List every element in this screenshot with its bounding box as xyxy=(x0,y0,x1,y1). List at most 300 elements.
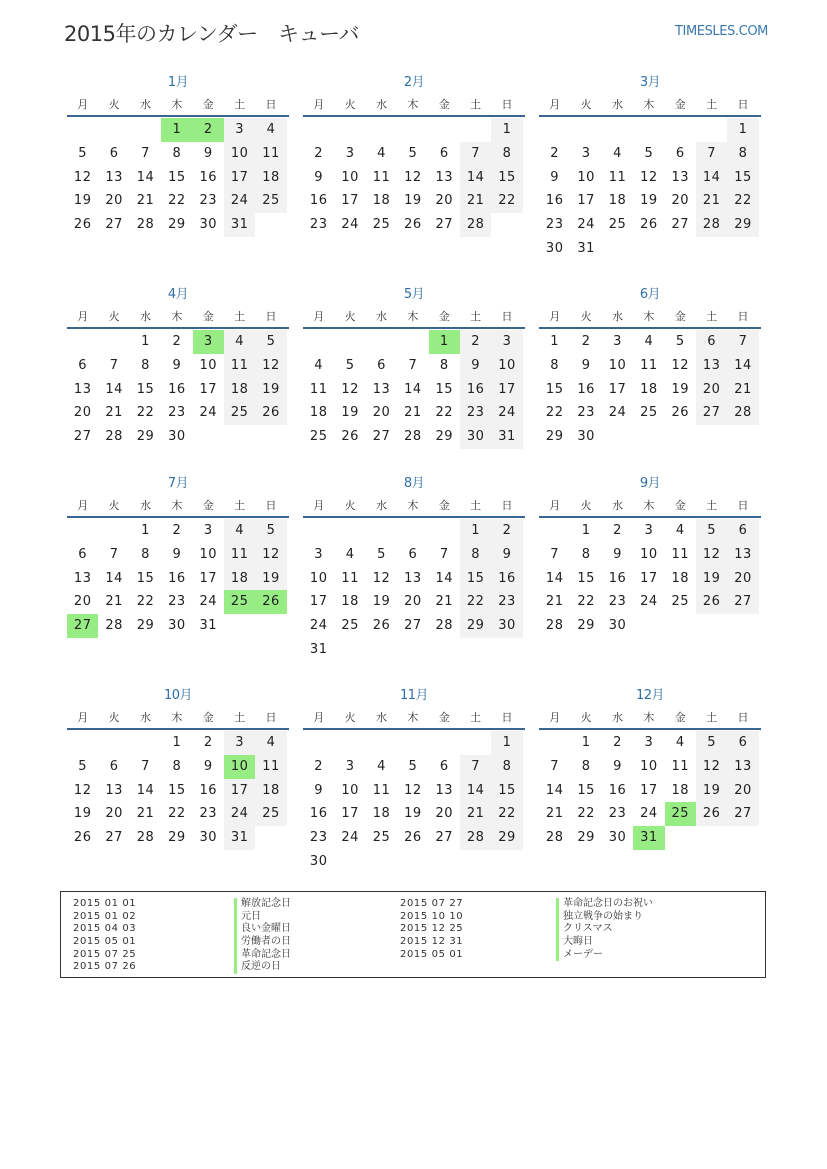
day-cell: 26 xyxy=(341,429,359,445)
day-cell: 27 xyxy=(435,217,454,233)
day-cell: 22 xyxy=(136,405,155,421)
day-cell: 10 xyxy=(199,546,218,562)
day-cell: 9 xyxy=(460,354,491,378)
day-cell: 30 xyxy=(577,429,595,445)
day-cell: 24 xyxy=(577,217,595,233)
day-cell: 9 xyxy=(203,145,213,161)
day-cell: 2 xyxy=(613,523,622,538)
legend-names-left xyxy=(234,898,291,974)
weekday-label: 金 xyxy=(438,711,450,724)
weekday-label: 金 xyxy=(438,98,450,111)
day-cell: 21 xyxy=(435,594,454,610)
day-cell: 1 xyxy=(581,523,591,538)
day-cell: 24 xyxy=(224,189,255,213)
day-cell: 29 xyxy=(577,830,595,846)
weekday-label: 金 xyxy=(202,310,214,323)
month-name: 6月 xyxy=(639,287,661,302)
weekday-label: 水 xyxy=(611,499,623,512)
day-cell: 14 xyxy=(136,782,155,798)
day-cell: 16 xyxy=(491,567,522,591)
legend-dates-left xyxy=(73,898,136,974)
day-cell: 5 xyxy=(78,758,88,774)
holiday-legend xyxy=(60,891,766,978)
day-cell: 14 xyxy=(105,570,123,586)
day-grid xyxy=(67,731,289,850)
holiday-day-cell: 25 xyxy=(224,590,255,614)
day-cell: 30 xyxy=(460,425,491,449)
day-cell: 5 xyxy=(675,334,685,349)
weekday-label: 土 xyxy=(706,310,718,323)
empty-cell xyxy=(429,519,460,543)
day-cell: 13 xyxy=(404,570,422,586)
weekday-label: 土 xyxy=(470,711,482,724)
empty-cell xyxy=(67,330,98,354)
day-cell: 1 xyxy=(581,735,591,750)
empty-cell xyxy=(366,731,397,755)
day-cell: 30 xyxy=(491,614,522,638)
day-cell: 20 xyxy=(73,594,92,610)
day-cell: 30 xyxy=(199,217,218,233)
day-grid xyxy=(303,519,525,662)
day-cell: 12 xyxy=(255,354,286,378)
weekday-label: 日 xyxy=(501,499,513,512)
day-cell: 12 xyxy=(255,543,286,567)
day-cell: 11 xyxy=(255,755,286,779)
day-cell: 28 xyxy=(460,826,491,850)
day-cell: 20 xyxy=(105,193,123,209)
day-cell: 6 xyxy=(109,758,119,774)
day-cell: 19 xyxy=(73,806,92,822)
day-cell: 10 xyxy=(224,142,255,166)
day-cell: 16 xyxy=(199,782,218,798)
day-cell: 16 xyxy=(309,193,328,209)
weekday-label: 水 xyxy=(375,711,387,724)
legend-holiday-name: 解放記念日 xyxy=(234,898,291,911)
legend-holiday-name: 反逆の日 xyxy=(234,961,291,974)
day-cell: 25 xyxy=(309,429,328,445)
day-cell: 28 xyxy=(545,618,564,634)
day-cell: 28 xyxy=(404,429,422,445)
day-cell: 22 xyxy=(491,802,522,826)
day-cell: 13 xyxy=(435,782,454,798)
day-cell: 18 xyxy=(640,381,658,397)
day-cell: 2 xyxy=(172,334,182,349)
day-cell: 14 xyxy=(136,169,155,185)
day-cell: 22 xyxy=(168,193,186,209)
day-grid xyxy=(303,118,525,237)
day-cell: 22 xyxy=(577,806,595,822)
month-3 xyxy=(539,71,761,261)
weekday-label: 水 xyxy=(139,98,151,111)
day-cell: 6 xyxy=(727,731,758,755)
empty-cell xyxy=(539,519,570,543)
day-cell: 29 xyxy=(577,618,595,634)
day-cell: 19 xyxy=(341,405,359,421)
day-cell: 17 xyxy=(224,166,255,190)
day-cell: 24 xyxy=(199,405,218,421)
weekday-label: 木 xyxy=(643,711,655,724)
day-cell: 29 xyxy=(168,830,186,846)
day-cell: 11 xyxy=(671,546,690,562)
weekday-label: 日 xyxy=(501,711,513,724)
day-cell: 31 xyxy=(224,213,255,237)
weekday-label: 月 xyxy=(313,98,325,111)
day-cell: 21 xyxy=(545,594,564,610)
weekday-label: 日 xyxy=(265,499,277,512)
day-cell: 1 xyxy=(460,519,491,543)
day-cell: 1 xyxy=(141,523,150,538)
day-cell: 30 xyxy=(199,830,218,846)
day-cell: 27 xyxy=(727,590,758,614)
day-cell: 19 xyxy=(255,378,286,402)
weekday-label: 土 xyxy=(234,98,246,111)
day-cell: 24 xyxy=(341,830,359,846)
day-cell: 26 xyxy=(671,405,690,421)
month-7 xyxy=(67,472,289,638)
day-cell: 22 xyxy=(435,405,454,421)
day-cell: 12 xyxy=(696,543,727,567)
day-cell: 12 xyxy=(372,570,391,586)
day-cell: 9 xyxy=(491,543,522,567)
day-cell: 27 xyxy=(105,217,123,233)
weekday-label: 木 xyxy=(171,310,183,323)
empty-cell xyxy=(67,731,98,755)
day-cell: 9 xyxy=(581,357,591,373)
legend-date: 2015 01 02 xyxy=(73,910,137,922)
empty-cell xyxy=(67,118,98,142)
day-cell: 27 xyxy=(404,618,422,634)
day-cell: 17 xyxy=(341,193,359,209)
holiday-day-cell: 3 xyxy=(193,330,224,354)
day-cell: 25 xyxy=(372,830,391,846)
month-name: 11月 xyxy=(399,688,429,703)
day-cell: 4 xyxy=(377,758,386,774)
day-cell: 9 xyxy=(613,546,622,562)
day-cell: 26 xyxy=(73,217,92,233)
day-cell: 30 xyxy=(545,240,564,256)
day-cell: 7 xyxy=(439,546,449,562)
day-cell: 7 xyxy=(141,145,150,161)
weekday-label: 月 xyxy=(77,98,89,111)
weekday-label: 水 xyxy=(139,310,151,323)
day-cell: 23 xyxy=(608,594,627,610)
day-cell: 31 xyxy=(199,618,218,634)
empty-cell xyxy=(460,118,491,142)
empty-cell xyxy=(334,330,365,354)
day-cell: 13 xyxy=(696,354,727,378)
day-cell: 23 xyxy=(545,217,564,233)
legend-holiday-name: 大晦日 xyxy=(556,936,653,949)
day-cell: 25 xyxy=(372,217,391,233)
day-cell: 7 xyxy=(109,546,119,562)
day-cell: 3 xyxy=(613,334,622,349)
holiday-day-cell: 2 xyxy=(193,118,224,142)
day-cell: 6 xyxy=(109,145,119,161)
month-name: 10月 xyxy=(163,688,193,703)
weekday-label: 水 xyxy=(139,711,151,724)
day-cell: 28 xyxy=(136,217,155,233)
day-grid xyxy=(539,731,761,850)
day-cell: 8 xyxy=(550,357,560,373)
day-cell: 3 xyxy=(491,330,522,354)
day-grid xyxy=(67,519,289,638)
day-cell: 5 xyxy=(255,519,286,543)
day-cell: 7 xyxy=(109,357,119,373)
day-cell: 24 xyxy=(491,401,522,425)
day-cell: 22 xyxy=(727,189,758,213)
day-cell: 24 xyxy=(309,618,328,634)
empty-cell xyxy=(366,118,397,142)
day-cell: 6 xyxy=(439,758,449,774)
day-cell: 5 xyxy=(345,357,355,373)
day-cell: 26 xyxy=(696,590,727,614)
day-cell: 30 xyxy=(168,429,186,445)
day-cell: 7 xyxy=(141,758,150,774)
day-cell: 23 xyxy=(168,405,186,421)
day-cell: 31 xyxy=(491,425,522,449)
day-cell: 29 xyxy=(727,213,758,237)
day-cell: 6 xyxy=(78,357,88,373)
month-name: 3月 xyxy=(639,75,661,90)
empty-cell xyxy=(366,519,397,543)
day-cell: 10 xyxy=(341,782,359,798)
day-cell: 31 xyxy=(309,641,328,657)
legend-names-right xyxy=(556,898,653,961)
weekday-label: 火 xyxy=(580,711,592,724)
day-cell: 2 xyxy=(460,330,491,354)
day-cell: 16 xyxy=(608,782,627,798)
empty-cell xyxy=(460,731,491,755)
weekday-label: 月 xyxy=(549,98,561,111)
weekday-label: 土 xyxy=(470,499,482,512)
day-cell: 16 xyxy=(577,381,595,397)
day-cell: 16 xyxy=(608,570,627,586)
day-cell: 17 xyxy=(640,570,658,586)
day-cell: 18 xyxy=(255,166,286,190)
day-cell: 2 xyxy=(581,334,591,349)
day-cell: 11 xyxy=(608,169,627,185)
day-cell: 2 xyxy=(550,145,560,161)
day-cell: 27 xyxy=(671,217,690,233)
weekday-label: 日 xyxy=(737,310,749,323)
day-cell: 3 xyxy=(203,523,213,538)
day-cell: 23 xyxy=(199,806,218,822)
day-cell: 28 xyxy=(105,618,123,634)
day-cell: 13 xyxy=(435,169,454,185)
day-cell: 6 xyxy=(408,546,418,562)
day-cell: 13 xyxy=(105,169,123,185)
day-cell: 12 xyxy=(671,357,690,373)
day-cell: 22 xyxy=(491,189,522,213)
day-cell: 4 xyxy=(675,523,685,538)
day-grid xyxy=(539,118,761,261)
day-cell: 15 xyxy=(491,166,522,190)
day-cell: 21 xyxy=(460,802,491,826)
empty-cell xyxy=(539,118,570,142)
day-cell: 8 xyxy=(727,142,758,166)
weekday-header xyxy=(303,95,525,117)
day-cell: 3 xyxy=(581,145,591,161)
day-cell: 16 xyxy=(168,570,186,586)
weekday-header xyxy=(67,708,289,730)
day-cell: 30 xyxy=(168,618,186,634)
day-cell: 4 xyxy=(345,546,355,562)
weekday-label: 水 xyxy=(611,711,623,724)
empty-cell xyxy=(539,731,570,755)
weekday-header xyxy=(67,95,289,117)
legend-date: 2015 07 27 xyxy=(400,898,464,909)
weekday-label: 火 xyxy=(344,98,356,111)
weekday-header xyxy=(539,708,761,730)
day-cell: 23 xyxy=(309,830,328,846)
day-cell: 15 xyxy=(435,381,454,397)
day-cell: 2 xyxy=(203,735,213,750)
month-6 xyxy=(539,283,761,449)
day-cell: 25 xyxy=(255,802,286,826)
day-cell: 18 xyxy=(255,779,286,803)
day-cell: 29 xyxy=(168,217,186,233)
day-cell: 4 xyxy=(314,357,324,373)
day-cell: 12 xyxy=(404,169,422,185)
day-cell: 12 xyxy=(73,782,92,798)
weekday-label: 火 xyxy=(580,310,592,323)
brand-logo[interactable]: TIMESLES.COM xyxy=(674,24,768,39)
weekday-label: 水 xyxy=(375,310,387,323)
month-name: 7月 xyxy=(167,476,189,491)
day-cell: 9 xyxy=(613,758,622,774)
weekday-label: 火 xyxy=(580,499,592,512)
day-cell: 2 xyxy=(314,758,324,774)
weekday-label: 月 xyxy=(77,310,89,323)
holiday-day-cell: 31 xyxy=(633,826,664,850)
month-name: 5月 xyxy=(403,287,425,302)
legend-holiday-name: 革命記念日のお祝い xyxy=(556,898,653,911)
day-cell: 27 xyxy=(727,802,758,826)
day-cell: 4 xyxy=(613,145,622,161)
day-cell: 18 xyxy=(224,567,255,591)
empty-cell xyxy=(366,330,397,354)
weekday-label: 火 xyxy=(344,711,356,724)
weekday-label: 火 xyxy=(344,310,356,323)
day-cell: 15 xyxy=(136,381,155,397)
day-cell: 19 xyxy=(696,567,727,591)
day-cell: 8 xyxy=(491,142,522,166)
day-cell: 27 xyxy=(105,830,123,846)
weekday-label: 日 xyxy=(501,98,513,111)
day-cell: 15 xyxy=(491,779,522,803)
day-cell: 23 xyxy=(608,806,627,822)
weekday-header xyxy=(539,95,761,117)
month-name: 12月 xyxy=(635,688,665,703)
day-grid xyxy=(539,519,761,638)
day-cell: 20 xyxy=(671,193,690,209)
day-cell: 13 xyxy=(727,755,758,779)
weekday-label: 火 xyxy=(108,711,120,724)
legend-holiday-name: 労働者の日 xyxy=(234,936,291,949)
month-1 xyxy=(67,71,289,237)
day-cell: 28 xyxy=(696,213,727,237)
legend-date: 2015 12 25 xyxy=(400,923,464,935)
day-cell: 17 xyxy=(608,381,627,397)
day-grid xyxy=(303,330,525,449)
day-cell: 8 xyxy=(460,543,491,567)
legend-date: 2015 07 26 xyxy=(73,961,137,973)
day-cell: 19 xyxy=(671,381,690,397)
day-cell: 4 xyxy=(675,735,685,750)
day-cell: 30 xyxy=(608,830,627,846)
legend-date: 2015 12 31 xyxy=(400,936,464,948)
empty-cell xyxy=(98,330,129,354)
day-cell: 21 xyxy=(460,189,491,213)
day-cell: 27 xyxy=(696,401,727,425)
day-cell: 16 xyxy=(199,169,218,185)
day-cell: 22 xyxy=(168,806,186,822)
day-cell: 22 xyxy=(136,594,155,610)
day-cell: 29 xyxy=(435,429,454,445)
day-cell: 10 xyxy=(640,758,658,774)
day-cell: 3 xyxy=(224,118,255,142)
day-cell: 25 xyxy=(341,618,359,634)
weekday-header xyxy=(67,496,289,518)
day-cell: 6 xyxy=(377,357,386,373)
day-cell: 26 xyxy=(255,401,286,425)
empty-cell xyxy=(67,519,98,543)
day-cell: 14 xyxy=(435,570,454,586)
weekday-label: 火 xyxy=(108,310,120,323)
day-cell: 20 xyxy=(727,567,758,591)
month-8 xyxy=(303,472,525,662)
month-name: 4月 xyxy=(167,287,189,302)
empty-cell xyxy=(303,118,334,142)
weekday-header xyxy=(303,496,525,518)
day-cell: 11 xyxy=(309,381,328,397)
legend-date: 2015 01 01 xyxy=(73,898,137,909)
day-cell: 10 xyxy=(491,354,522,378)
day-cell: 4 xyxy=(255,731,286,755)
day-cell: 3 xyxy=(345,758,355,774)
day-cell: 16 xyxy=(545,193,564,209)
day-cell: 18 xyxy=(372,193,391,209)
weekday-label: 日 xyxy=(265,310,277,323)
weekday-label: 日 xyxy=(737,499,749,512)
empty-cell xyxy=(130,118,161,142)
day-cell: 21 xyxy=(136,193,155,209)
day-cell: 27 xyxy=(435,830,454,846)
day-cell: 8 xyxy=(581,758,591,774)
day-cell: 15 xyxy=(460,567,491,591)
day-cell: 25 xyxy=(608,217,627,233)
weekday-label: 土 xyxy=(470,310,482,323)
day-cell: 25 xyxy=(640,405,658,421)
month-9 xyxy=(539,472,761,638)
day-cell: 10 xyxy=(608,357,627,373)
day-cell: 25 xyxy=(671,594,690,610)
day-cell: 20 xyxy=(727,779,758,803)
weekday-label: 木 xyxy=(171,499,183,512)
day-cell: 12 xyxy=(696,755,727,779)
day-cell: 26 xyxy=(73,830,92,846)
day-cell: 19 xyxy=(404,193,422,209)
day-cell: 19 xyxy=(404,806,422,822)
day-cell: 25 xyxy=(224,401,255,425)
day-grid xyxy=(539,330,761,449)
day-cell: 27 xyxy=(73,429,92,445)
day-cell: 29 xyxy=(136,429,155,445)
day-cell: 2 xyxy=(491,519,522,543)
day-cell: 26 xyxy=(404,830,422,846)
day-grid xyxy=(67,330,289,449)
day-cell: 6 xyxy=(78,546,88,562)
